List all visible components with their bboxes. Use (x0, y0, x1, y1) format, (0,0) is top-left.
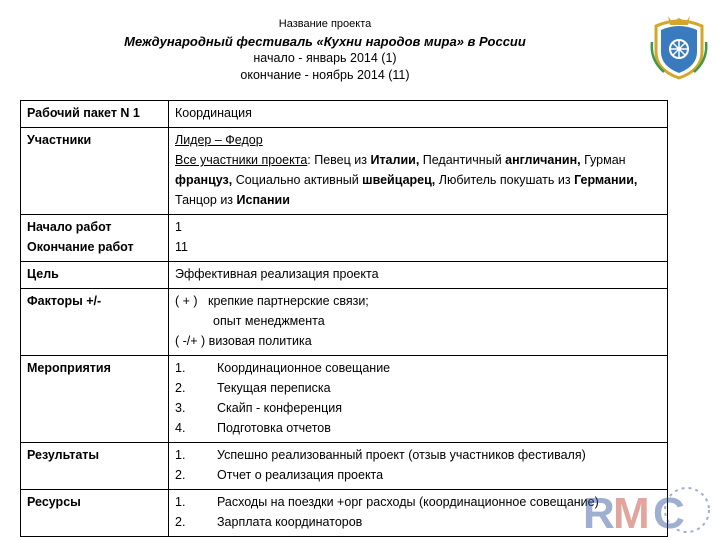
table-row (21, 490, 668, 537)
package-label: Рабочий пакет N 1 (21, 101, 169, 128)
project-start: начало - январь 2014 (1) (253, 51, 397, 65)
coat-of-arms-icon (650, 12, 708, 80)
table-row (21, 262, 668, 289)
goal-value: Эффективная реализация проекта (169, 262, 668, 289)
results-label: Результаты (21, 443, 169, 490)
list-item: 3. Скайп - конференция (175, 401, 342, 415)
table-row (21, 443, 668, 490)
project-end: окончание - ноябрь 2014 (11) (240, 68, 410, 82)
table-row (21, 289, 668, 356)
events-label: Мероприятия (21, 356, 169, 443)
resources-label: Ресурсы (21, 490, 169, 537)
svg-text:C: C (653, 489, 685, 538)
table-row (21, 101, 668, 128)
project-name-label: Название проекта (278, 18, 372, 30)
list-item: 2. Зарплата координаторов (175, 515, 363, 529)
table-row (21, 215, 668, 262)
table-row (21, 356, 668, 443)
list-item: 1. Расходы на поездки +орг расходы (координационное совещание) (175, 495, 599, 509)
list-item: 2. Текущая переписка (175, 381, 331, 395)
list-item: 1. Успешно реализованный проект (отзыв участников фестиваля) (175, 448, 586, 462)
list-item: 1. Координационное совещание (175, 361, 391, 375)
table-row (21, 128, 668, 215)
dates-value: 1 11 (169, 215, 668, 262)
dates-label: Начало работ Окончание работ (21, 215, 169, 262)
list-item: 2. Отчет о реализация проекта (175, 468, 384, 482)
svg-text:M: M (613, 489, 650, 538)
events-value (169, 356, 668, 443)
participants-value (169, 128, 668, 215)
list-item: 4. Подготовка отчетов (175, 421, 331, 435)
work-package-table (20, 100, 668, 537)
factors-label: Факторы +/- (21, 289, 169, 356)
participants-leader: Лидер – Федор (175, 133, 263, 147)
project-title: Международный фестиваль «Кухни народов мира» в России (124, 34, 526, 49)
package-value: Координация (169, 101, 668, 128)
goal-label: Цель (21, 262, 169, 289)
participants-label: Участники (21, 128, 169, 215)
factors-value: ( + ) крепкие партнерские связи; опыт менеджмента ( -/+ ) визовая политика (169, 289, 668, 356)
participants-all: Все участники проекта: Певец из Италии, Педантичный англичанин, Гурман француз, Социально активный швейцарец, Любитель покушать из Германии, Танцор из Испании (175, 153, 638, 207)
organization-logo-icon (575, 478, 715, 538)
svg-text:R: R (583, 489, 615, 538)
